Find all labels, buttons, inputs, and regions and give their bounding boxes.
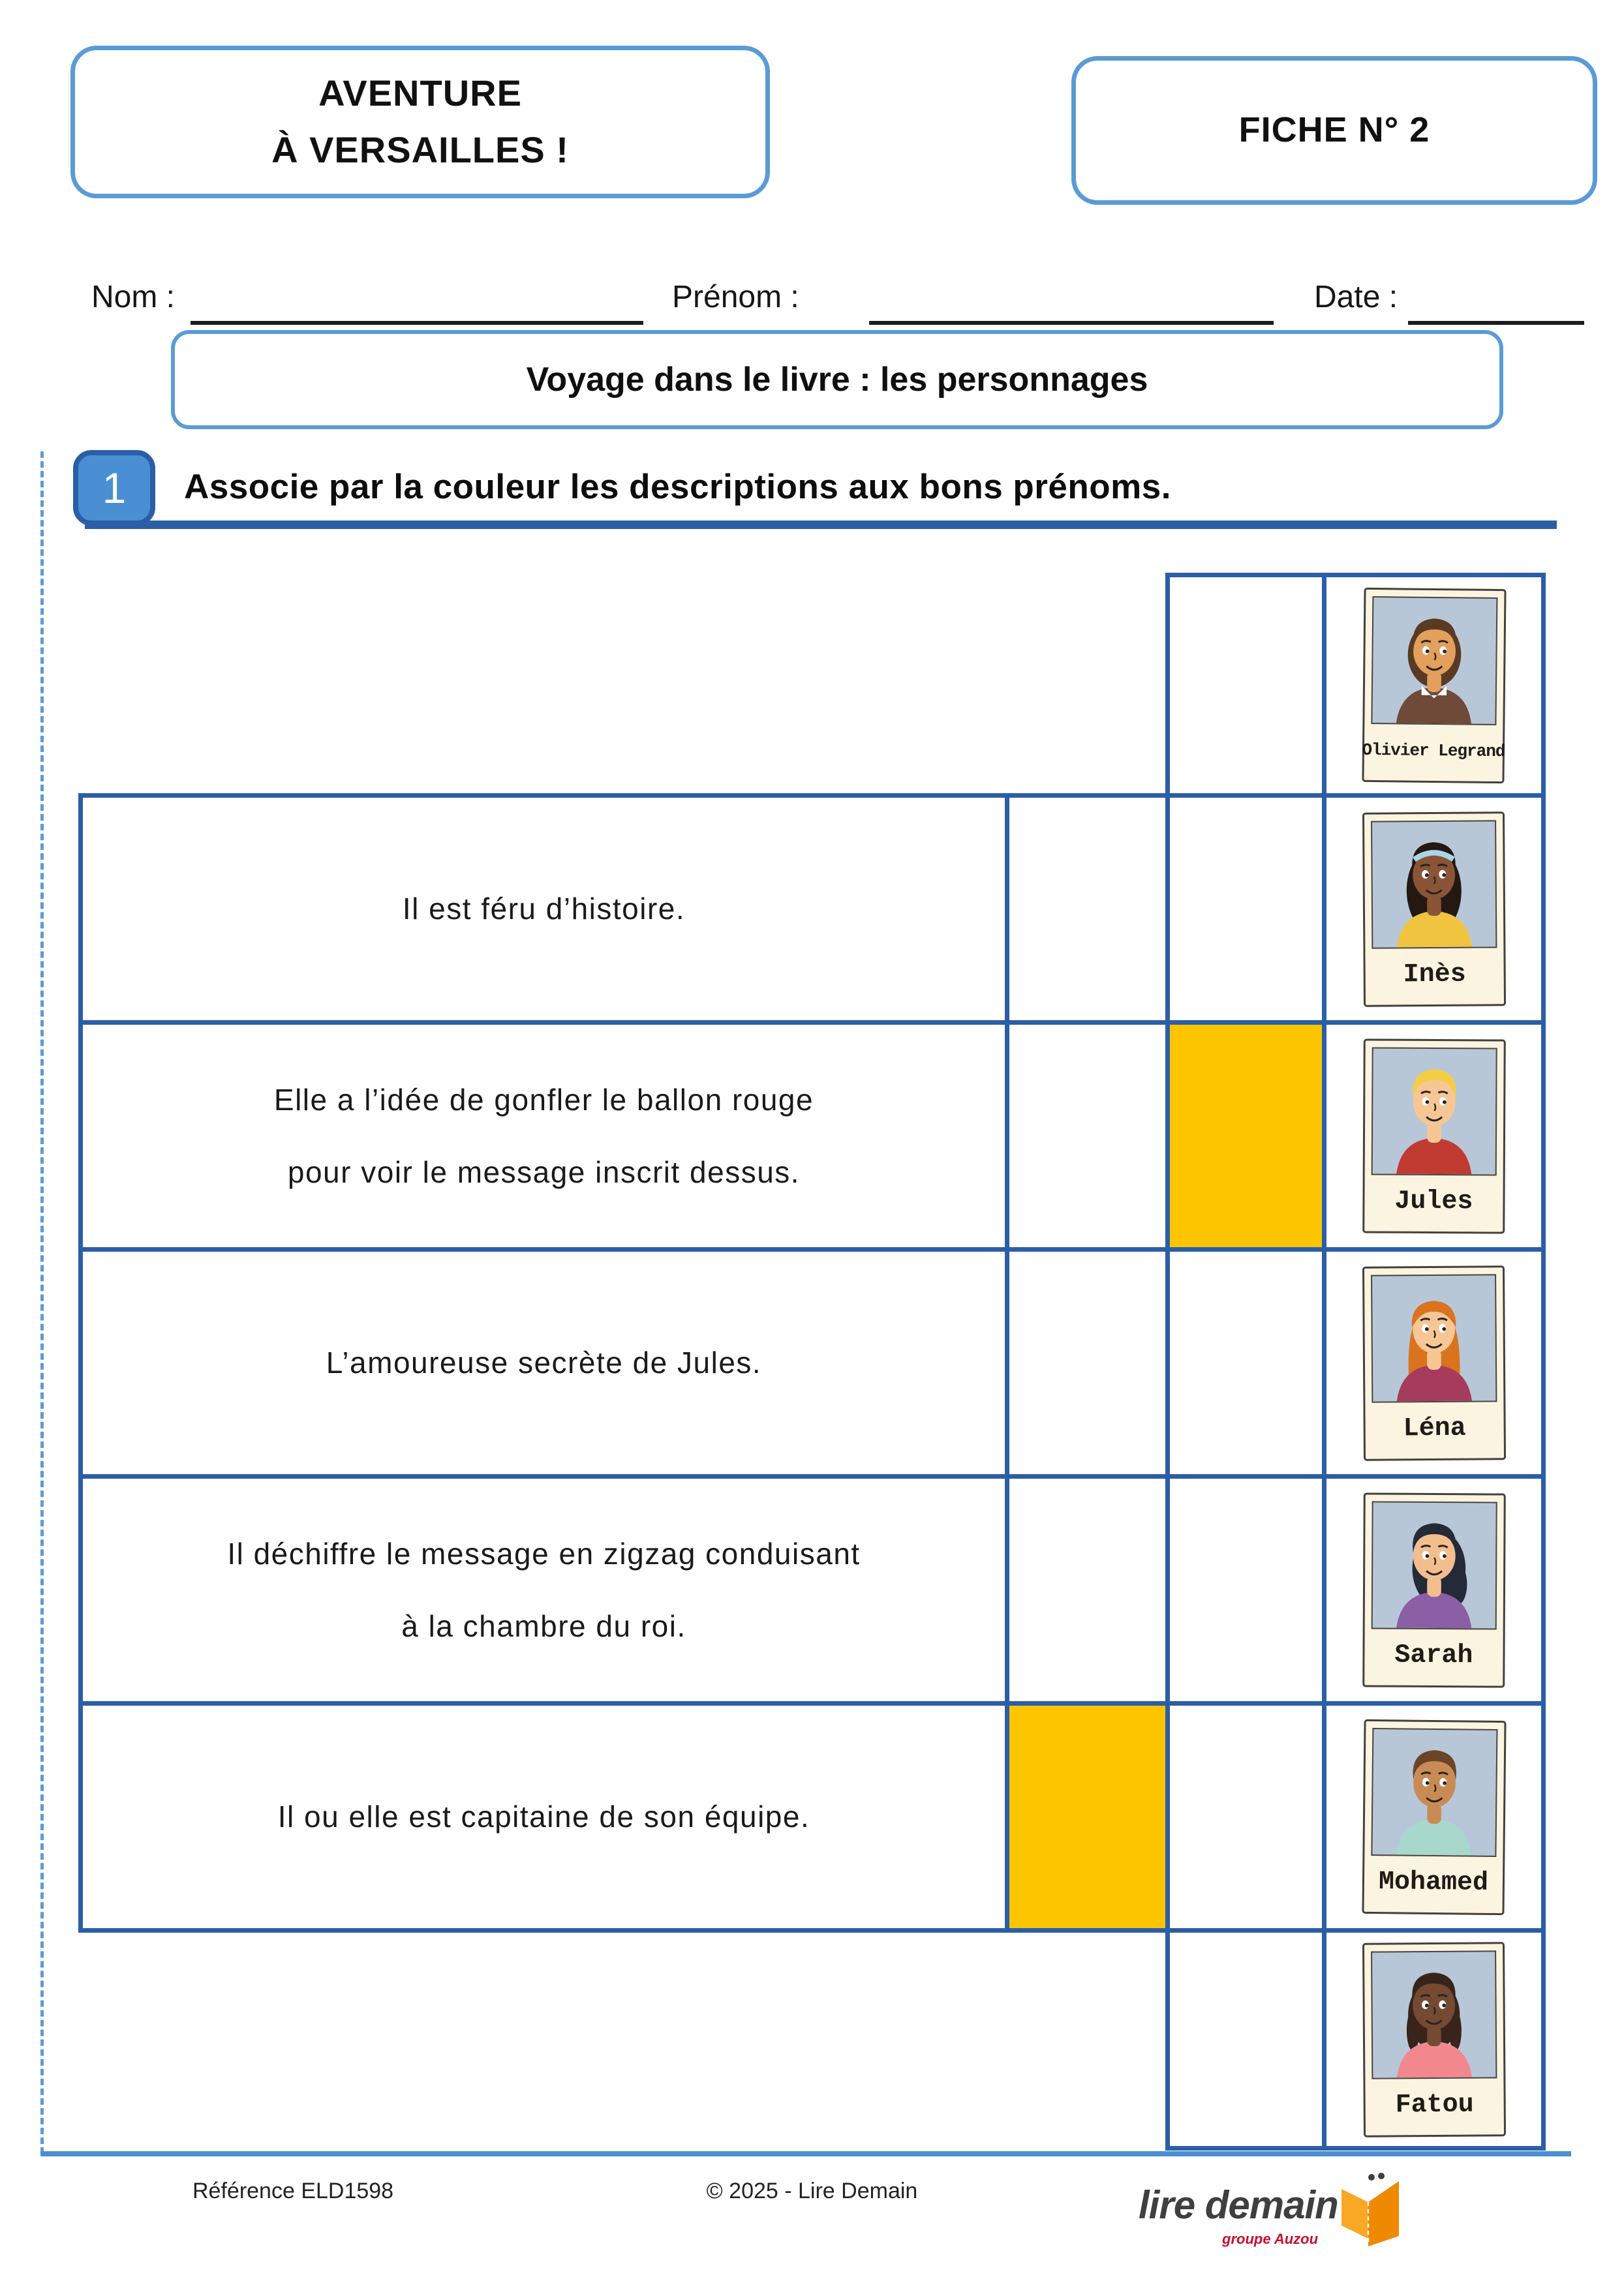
portrait-cell: [1322, 1020, 1546, 1252]
colour-mark-cell-left[interactable]: [1005, 1701, 1170, 1933]
footer-reference: Référence ELD1598: [192, 2179, 394, 2203]
book-title-line2: À VERSAILLES !: [271, 129, 569, 170]
colour-mark-cell-left[interactable]: [1005, 1247, 1170, 1479]
character-card: [1362, 1492, 1506, 1687]
worksheet-title: Voyage dans le livre : les personnages: [526, 361, 1148, 399]
character-photo-lena: [1371, 1274, 1497, 1402]
left-dashed-border: [40, 451, 44, 2154]
colour-mark-cell-right[interactable]: [1165, 1247, 1326, 1479]
exercise-instruction: Associe par la couleur les descriptions aux bons prénoms.: [184, 467, 1171, 506]
bottom-border-line: [40, 2151, 1571, 2156]
publisher-logo: [1139, 2171, 1413, 2256]
portrait-cell: [1322, 793, 1546, 1025]
description-cell: [78, 1020, 1009, 1252]
character-card: [1362, 1719, 1506, 1914]
description-text: Elle a l’idée de gonfler le ballon rouge: [273, 1083, 814, 1117]
portrait-cell: [1322, 1247, 1546, 1479]
character-name: Jules: [1394, 1186, 1473, 1216]
character-photo-jules: [1371, 1047, 1497, 1175]
character-card: [1362, 1942, 1505, 2137]
fiche-number-label: FICHE N° 2: [1238, 110, 1430, 150]
description-cell: [78, 1247, 1009, 1479]
character-name: Léna: [1403, 1413, 1466, 1443]
description-cell: [78, 1701, 1009, 1933]
publisher-logo-text: lire demain: [1139, 2183, 1338, 2227]
character-photo-ines: [1371, 820, 1497, 948]
exercise-underline: [85, 521, 1557, 529]
book-title-line1: AVENTURE: [318, 72, 522, 114]
description-text: pour voir le message inscrit dessus.: [287, 1155, 801, 1189]
character-name: Olivier Legrand: [1361, 740, 1505, 761]
description-text: Il déchiffre le message en zigzag conduisant: [227, 1537, 861, 1571]
header-box-title: [70, 46, 770, 198]
description-cell: [78, 793, 1009, 1025]
name-field-line[interactable]: [191, 282, 643, 325]
exercise-number-badge: [73, 450, 155, 526]
character-card: [1362, 1038, 1506, 1233]
description-text: L’amoureuse secrète de Jules.: [326, 1346, 762, 1380]
colour-mark-cell-right[interactable]: [1165, 1701, 1326, 1933]
colour-mark-cell-right[interactable]: [1165, 1474, 1326, 1706]
portrait-cell: [1322, 1701, 1546, 1933]
date-field-line[interactable]: [1408, 282, 1584, 325]
open-book-icon: [1338, 2171, 1403, 2250]
description-text: Il est féru d’histoire.: [402, 892, 686, 926]
colour-mark-cell-right[interactable]: [1165, 573, 1326, 798]
colour-mark-cell-left[interactable]: [1005, 1474, 1170, 1706]
colour-mark-cell-right[interactable]: [1165, 793, 1326, 1025]
date-field-label: Date :: [1314, 280, 1398, 314]
character-photo-mohamed: [1371, 1728, 1497, 1857]
character-card: [1362, 811, 1505, 1007]
footer-copyright: © 2025 - Lire Demain: [706, 2179, 918, 2203]
character-photo-olivier-legrand: [1371, 596, 1497, 725]
character-name: Inès: [1403, 959, 1466, 989]
colour-mark-cell-right[interactable]: [1165, 1020, 1326, 1252]
colour-mark-cell-left[interactable]: [1005, 1020, 1170, 1252]
character-name: Sarah: [1394, 1640, 1473, 1670]
header-box-fiche-number: [1071, 56, 1597, 205]
publisher-logo-subtext: groupe Auzou: [1222, 2231, 1319, 2247]
character-name: Fatou: [1395, 2089, 1474, 2120]
firstname-field-label: Prénom :: [672, 280, 799, 314]
description-text: Il ou elle est capitaine de son équipe.: [277, 1800, 810, 1834]
firstname-field-line[interactable]: [869, 282, 1274, 325]
description-text: à la chambre du roi.: [401, 1609, 686, 1643]
colour-mark-cell-right[interactable]: [1165, 1928, 1326, 2151]
name-field-label: Nom :: [91, 280, 176, 314]
portrait-cell: [1322, 1928, 1546, 2151]
character-name: Mohamed: [1378, 1867, 1488, 1897]
character-photo-fatou: [1371, 1950, 1497, 2079]
character-photo-sarah: [1371, 1501, 1497, 1629]
character-card: [1362, 1265, 1505, 1461]
colour-mark-cell-left[interactable]: [1005, 793, 1170, 1025]
description-cell: [78, 1474, 1009, 1706]
portrait-cell: [1322, 1474, 1546, 1706]
portrait-cell: [1322, 573, 1546, 798]
character-card: [1362, 587, 1506, 783]
exercise-number: 1: [102, 464, 127, 512]
worksheet-title-box: [171, 330, 1503, 429]
